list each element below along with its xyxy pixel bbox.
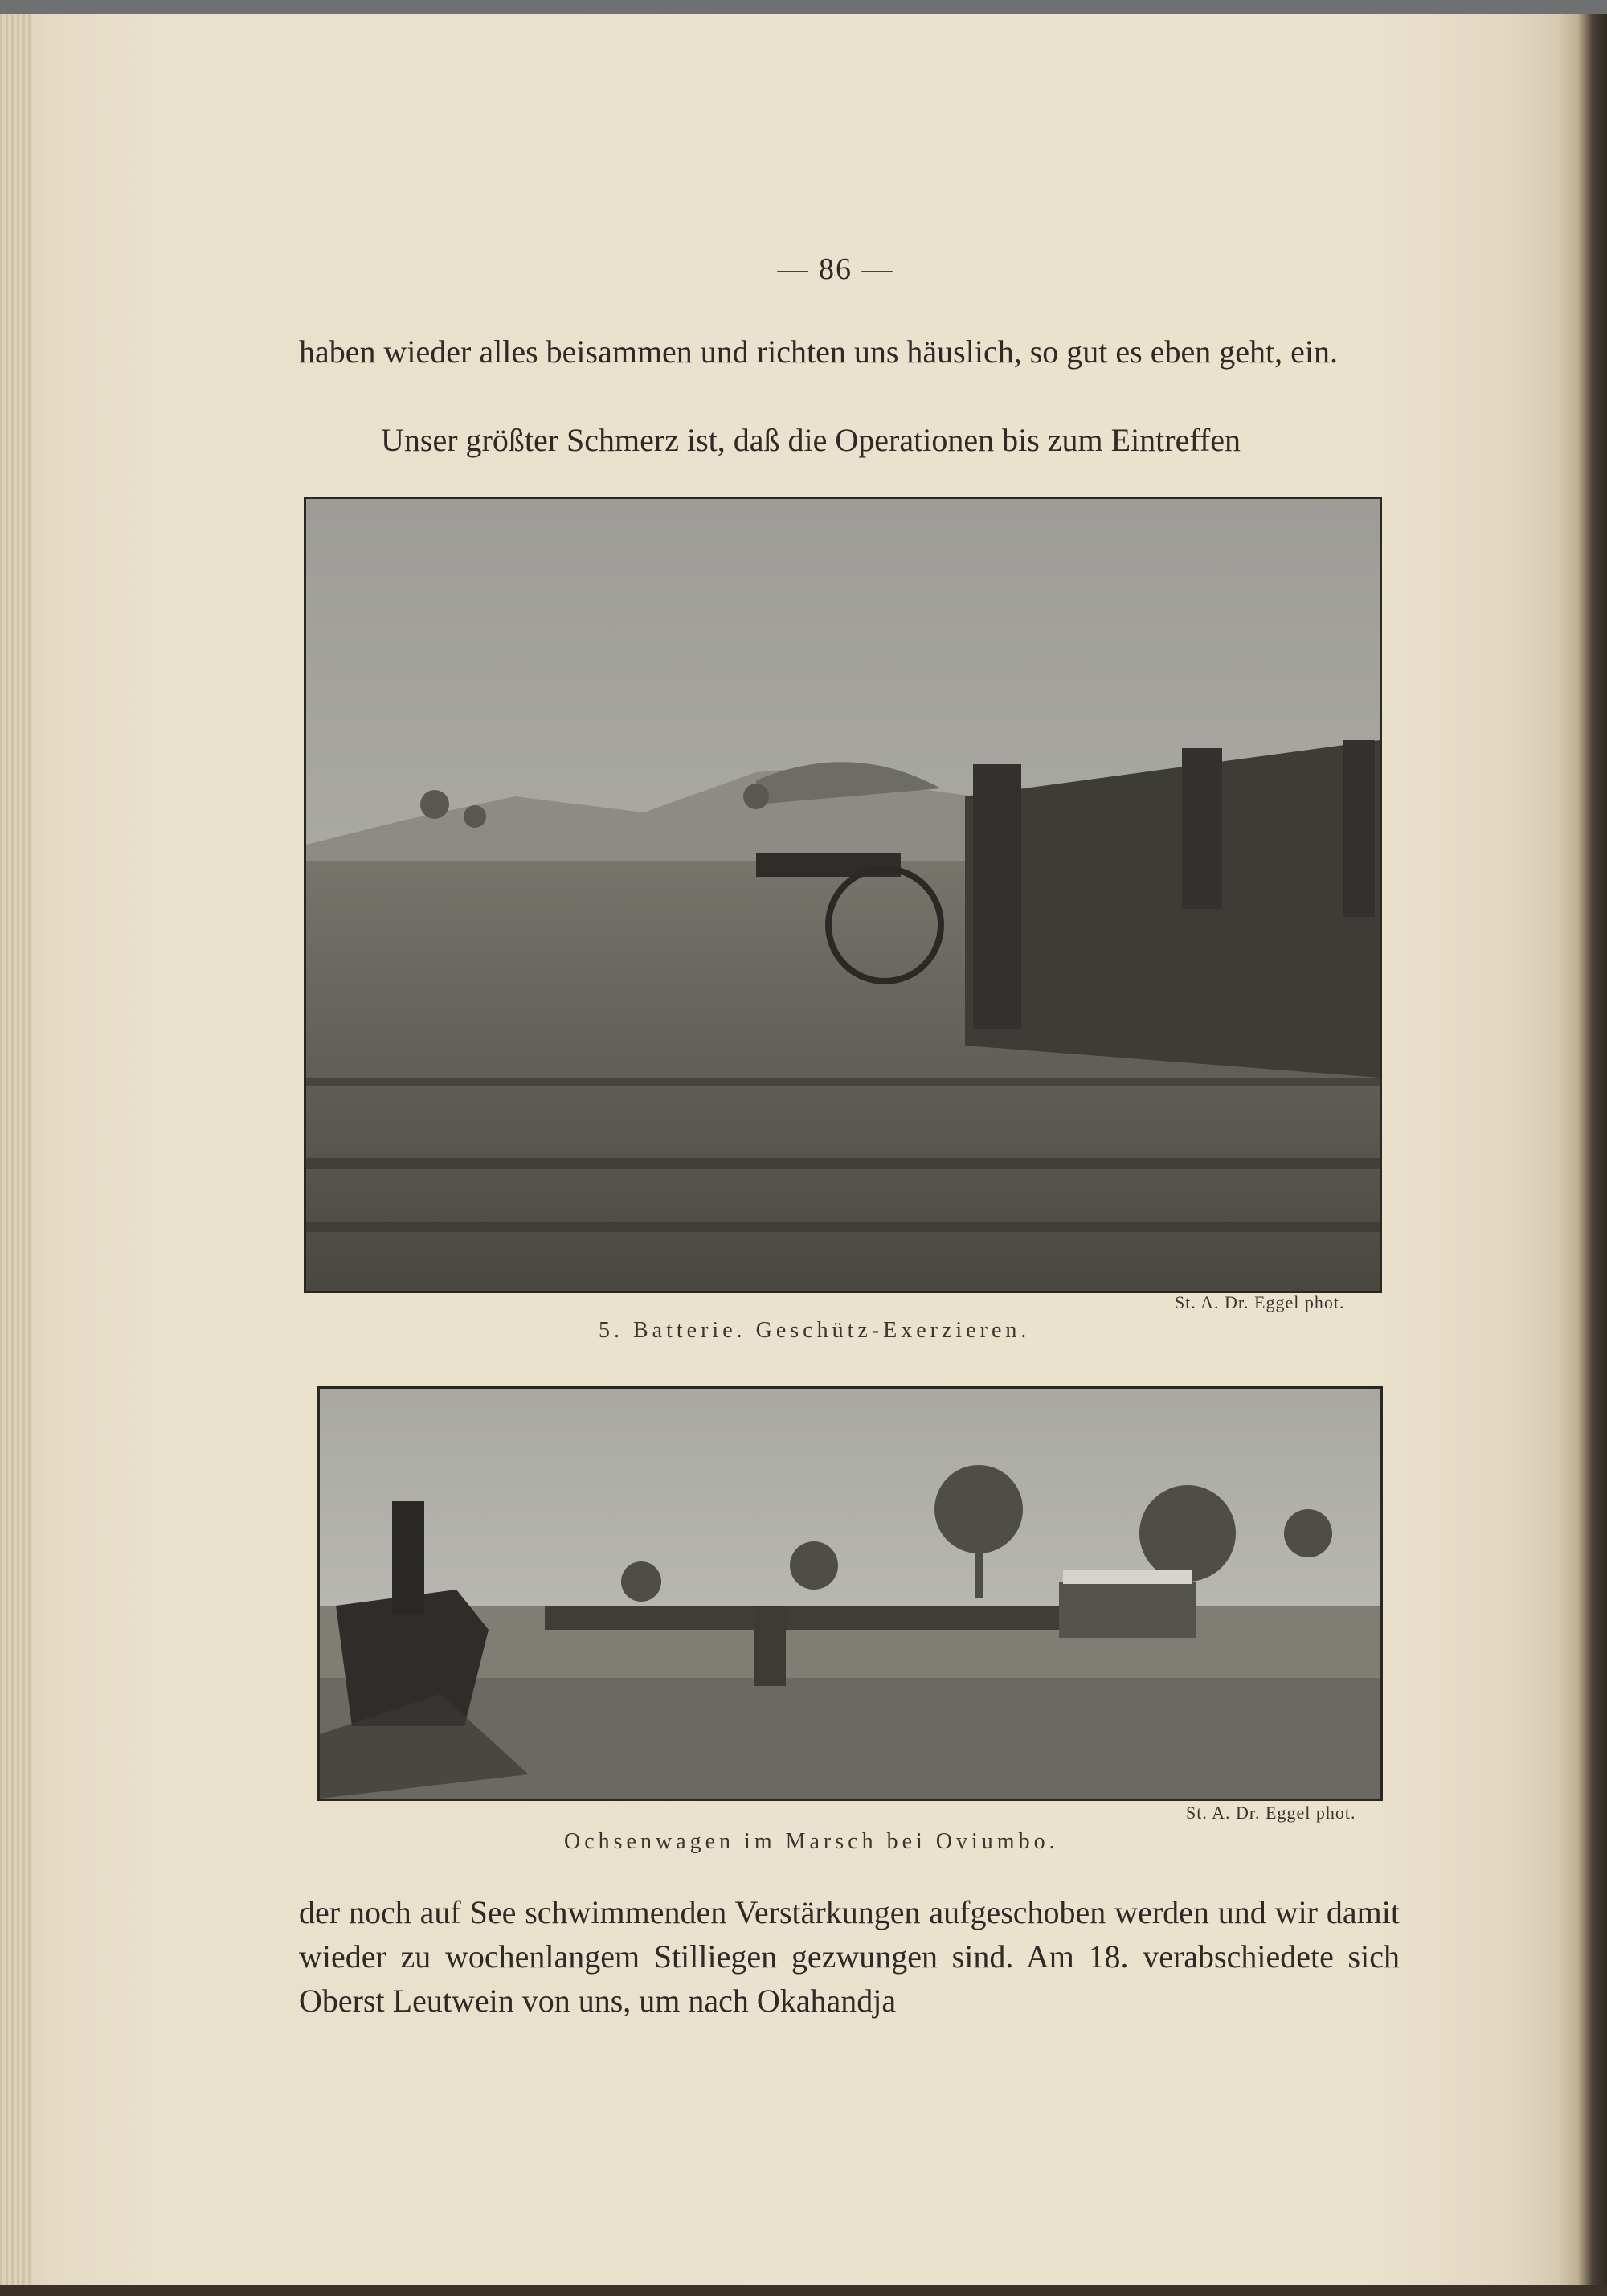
book-spine-edge: [1559, 14, 1607, 2285]
caption-ox-wagons: Ochsenwagen im Marsch bei Oviumbo.: [564, 1829, 1059, 1854]
paragraph-top: haben wieder alles beisammen und richten uns häuslich, so gut es eben geht, ein.: [299, 334, 1338, 370]
photo-ox-wagons: [317, 1386, 1383, 1801]
photo-credit-2: St. A. Dr. Eggel phot.: [1186, 1803, 1356, 1823]
paragraph-second: Unser größter Schmerz ist, daß die Operationen bis zum Eintreffen: [381, 422, 1241, 458]
photo-credit-1: St. A. Dr. Eggel phot.: [1175, 1292, 1345, 1312]
page-number: — 86 —: [777, 252, 894, 286]
caption-battery-drill: 5. Batterie. Geschütz-Exerzieren.: [599, 1318, 1031, 1343]
photo-battery-drill: [304, 497, 1382, 1293]
paragraph-bottom: der noch auf See schwimmenden Verstärkungen aufgeschoben werden und wir damit wieder zu wochenlangem Stilliegen gezwungen sind. Am 18. verabschiedete sich Oberst Leutwein von uns, um nach Okahandja: [299, 1894, 1400, 2019]
page-stack-edge: [0, 14, 32, 2285]
